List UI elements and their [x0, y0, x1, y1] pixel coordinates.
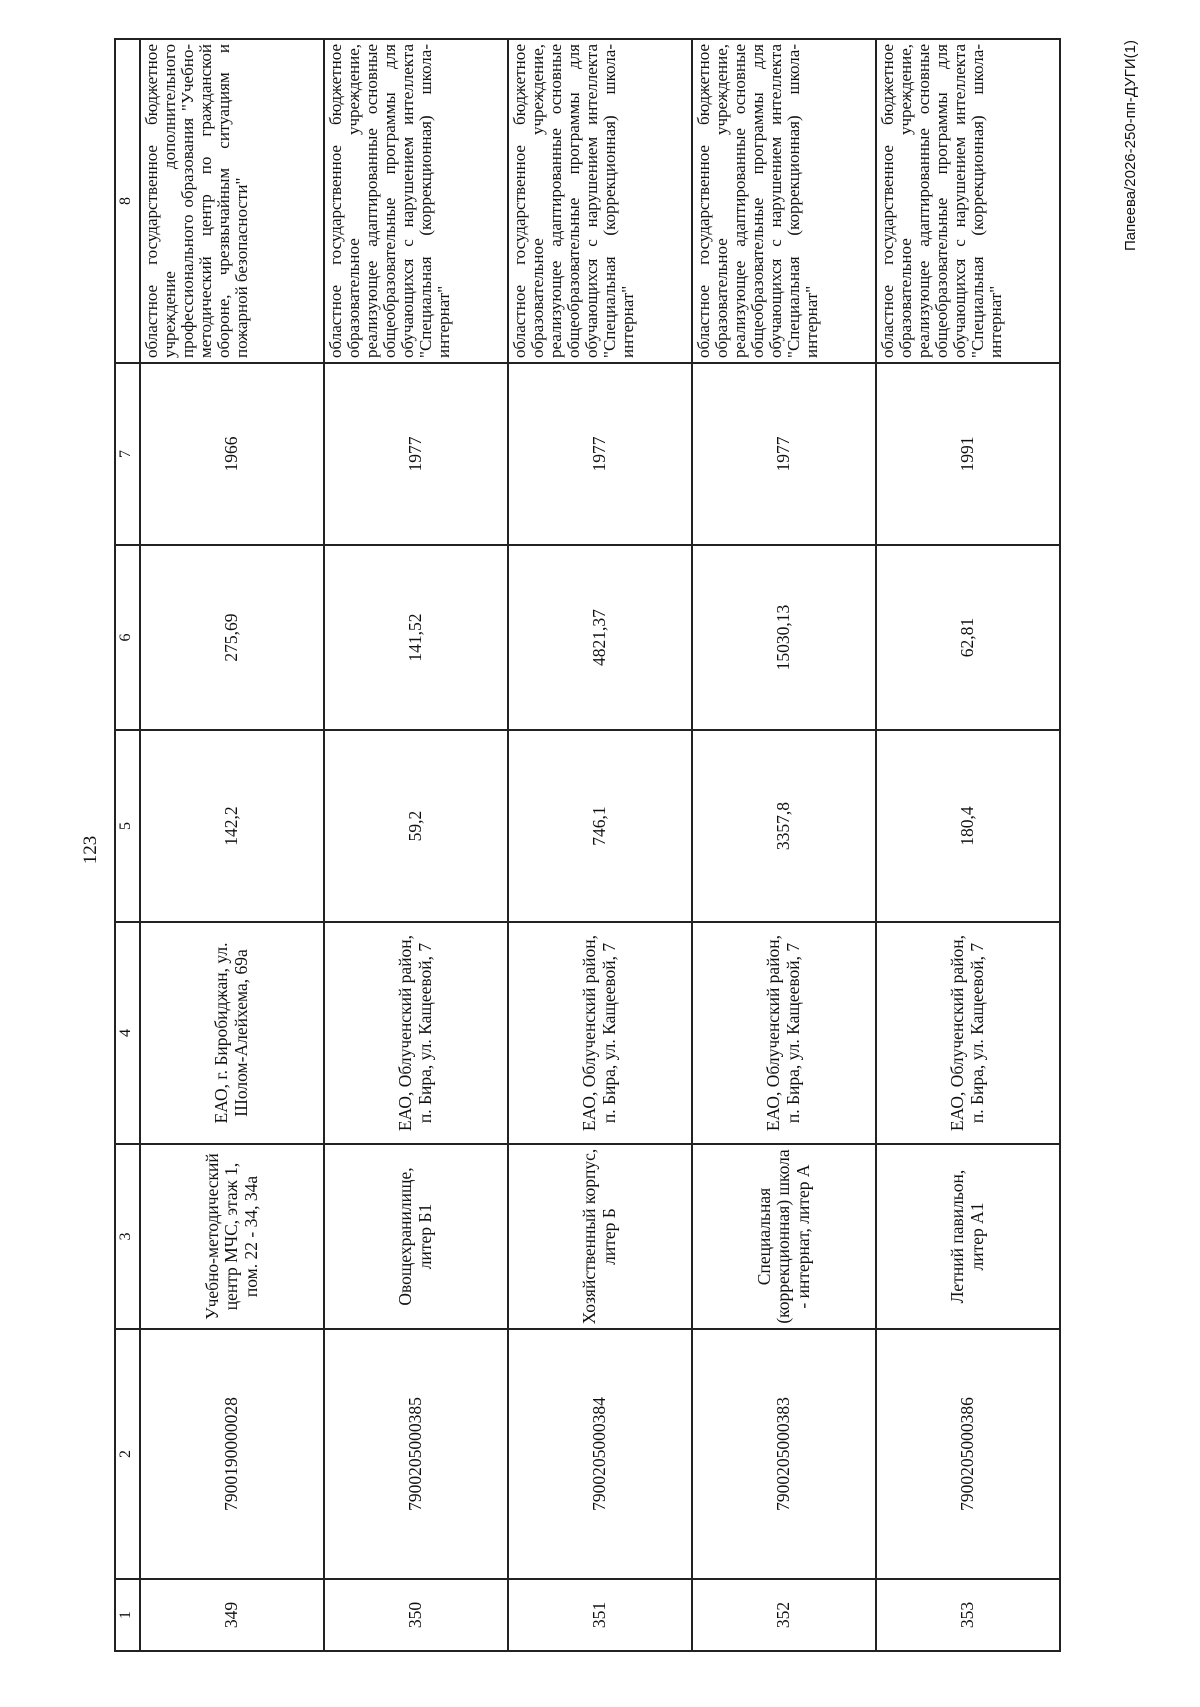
object-value: 62,81 [876, 545, 1060, 730]
object-value: 4821,37 [508, 545, 692, 730]
table-row [876, 39, 1060, 1651]
column-number: 8 [115, 39, 140, 363]
object-address: ЕАО, г. Биробиджан, ул. Шолом-Алейхема, 69а [140, 922, 324, 1144]
column-number: 2 [115, 1329, 140, 1579]
rights-holder: областное государственное бюджетное образовательное учреждение, реализующее адаптированные основные общеобразовательные программы для обучающихся с нарушением интеллекта "Специальная (коррекционная) школа-интернат" [692, 39, 876, 363]
cadastral-number: 7900190000028 [140, 1329, 324, 1579]
table-row [508, 39, 692, 1651]
object-address: ЕАО, Облученский район, п. Бира, ул. Кащеевой, 7 [876, 922, 1060, 1144]
document-code: Папеева/2026-250-пп-ДУГИ(1) [1122, 40, 1139, 251]
column-number-row [115, 39, 140, 1651]
rights-holder: областное государственное бюджетное образовательное учреждение, реализующее адаптированные основные общеобразовательные программы для обучающихся с нарушением интеллекта "Специальная (коррекционная) школа-интернат" [876, 39, 1060, 363]
column-number: 3 [115, 1144, 140, 1329]
column-number: 5 [115, 730, 140, 922]
construction-year: 1966 [140, 363, 324, 545]
construction-year: 1977 [692, 363, 876, 545]
object-value: 275,69 [140, 545, 324, 730]
object-name: Учебно-методический центр МЧС, этаж 1, пом. 22 - 34, 34а [140, 1144, 324, 1329]
page-number: 123 [80, 835, 101, 865]
construction-year: 1991 [876, 363, 1060, 545]
object-address: ЕАО, Облученский район, п. Бира, ул. Кащеевой, 7 [508, 922, 692, 1144]
construction-year: 1977 [324, 363, 508, 545]
construction-year: 1977 [508, 363, 692, 545]
object-name: Летний павильон, литер А1 [876, 1144, 1060, 1329]
cadastral-number: 7900205000383 [692, 1329, 876, 1579]
object-area: 59,2 [324, 730, 508, 922]
object-address: ЕАО, Облученский район, п. Бира, ул. Кащеевой, 7 [692, 922, 876, 1144]
table-row [140, 39, 324, 1651]
object-address: ЕАО, Облученский район, п. Бира, ул. Кащеевой, 7 [324, 922, 508, 1144]
object-area: 142,2 [140, 730, 324, 922]
object-area: 746,1 [508, 730, 692, 922]
object-name: Хозяйственный корпус, литер Б [508, 1144, 692, 1329]
column-number: 6 [115, 545, 140, 730]
column-number: 1 [115, 1579, 140, 1651]
property-table [114, 38, 1061, 1652]
object-area: 180,4 [876, 730, 1060, 922]
table-row [692, 39, 876, 1651]
table-row [324, 39, 508, 1651]
row-number: 350 [324, 1579, 508, 1651]
column-number: 4 [115, 922, 140, 1144]
cadastral-number: 7900205000386 [876, 1329, 1060, 1579]
object-name: Овощехранилище, литер Б1 [324, 1144, 508, 1329]
rights-holder: областное государственное бюджетное образовательное учреждение, реализующее адаптированные основные общеобразовательные программы для обучающихся с нарушением интеллекта "Специальная (коррекционная) школа-интернат" [508, 39, 692, 363]
object-value: 141,52 [324, 545, 508, 730]
object-value: 15030,13 [692, 545, 876, 730]
object-area: 3357,8 [692, 730, 876, 922]
row-number: 352 [692, 1579, 876, 1651]
object-name: Специальная (коррекционная) школа - интернат, литер А [692, 1144, 876, 1329]
rights-holder: областное государственное бюджетное образовательное учреждение, реализующее адаптированные основные общеобразовательные программы для обучающихся с нарушением интеллекта "Специальная (коррекционная) школа-интернат" [324, 39, 508, 363]
row-number: 353 [876, 1579, 1060, 1651]
row-number: 349 [140, 1579, 324, 1651]
column-number: 7 [115, 363, 140, 545]
rights-holder: областное государственное бюджетное учреждение дополнительного профессионального образования "Учебно-методический центр по гражданской обороне, чрезвычайным ситуациям и пожарной безопасности" [140, 39, 324, 363]
row-number: 351 [508, 1579, 692, 1651]
cadastral-number: 7900205000385 [324, 1329, 508, 1579]
cadastral-number: 7900205000384 [508, 1329, 692, 1579]
